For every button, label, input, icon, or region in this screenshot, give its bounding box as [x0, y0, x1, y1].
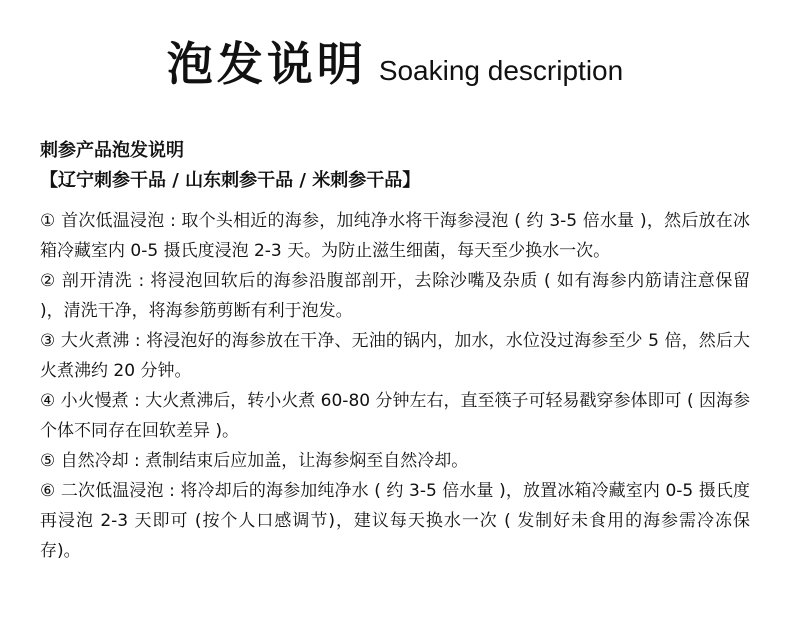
- product-list-heading: 【辽宁刺参干品 / 山东刺参干品 / 米刺参干品】: [40, 170, 421, 191]
- step-text: 将冷却后的海参加纯净水 ( 约 3-5 倍水量 )，放置冰箱冷藏室内 0-5 摄氏度再浸泡 2-3 天即可 (按个人口感调节)，建议每天换水一次 ( 发制好未食用的海参需冷冻保存)。: [40, 481, 751, 561]
- step-marker: ③: [40, 331, 56, 351]
- step-separator: :: [128, 451, 146, 471]
- step-marker: ①: [40, 211, 56, 231]
- step-separator: :: [164, 211, 182, 231]
- step-marker: ②: [40, 271, 56, 291]
- step-text: 取个头相近的海参，加纯净水将干海参浸泡 ( 约 3-5 倍水量 )，然后放在冰箱冷藏室内 0-5 摄氏度浸泡 2-3 天。为防止滋生细菌，每天至少换水一次。: [40, 211, 750, 261]
- step-title: 首次低温浸泡: [61, 211, 165, 231]
- step-item: [40, 386, 750, 446]
- section-heading: 刺参产品泡发说明: [40, 140, 184, 161]
- page-title: 泡发说明: [166, 37, 367, 91]
- step-item: [40, 326, 750, 386]
- step-marker: ④: [40, 391, 56, 411]
- step-marker: ⑥: [40, 481, 56, 501]
- soaking-steps-list: [40, 206, 750, 566]
- step-text: 将浸泡回软后的海参沿腹部剖开，去除沙嘴及杂质 ( 如有海参内筋请注意保留 )，清洗干净，将海参筋剪断有利于泡发。: [40, 271, 750, 321]
- step-separator: :: [128, 391, 146, 411]
- step-item: [40, 266, 750, 326]
- step-text: 大火煮沸后，转小火煮 60-80 分钟左右，直至筷子可轻易戳穿参体即可 ( 因海参个体不同存在回软差异 )。: [40, 391, 750, 441]
- step-title: 剖开清洗: [61, 271, 133, 291]
- step-marker: ⑤: [40, 451, 56, 471]
- step-title: 二次低温浸泡: [60, 481, 164, 501]
- step-item: [40, 476, 750, 566]
- step-title: 小火慢煮: [60, 391, 129, 411]
- step-separator: :: [163, 481, 181, 501]
- step-text: 煮制结束后应加盖，让海参焖至自然冷却。: [145, 451, 469, 471]
- step-text: 将浸泡好的海参放在干净、无油的锅内，加水，水位没过海参至少 5 倍，然后大火煮沸约 20 分钟。: [40, 331, 751, 381]
- step-item: [40, 206, 750, 266]
- step-title: 大火煮沸: [60, 331, 130, 351]
- step-separator: :: [132, 271, 151, 291]
- page-title-english: Soaking description: [378, 55, 624, 86]
- step-title: 自然冷却: [60, 451, 129, 471]
- step-item: [40, 446, 750, 476]
- step-separator: :: [129, 331, 147, 351]
- page-header: [0, 28, 790, 94]
